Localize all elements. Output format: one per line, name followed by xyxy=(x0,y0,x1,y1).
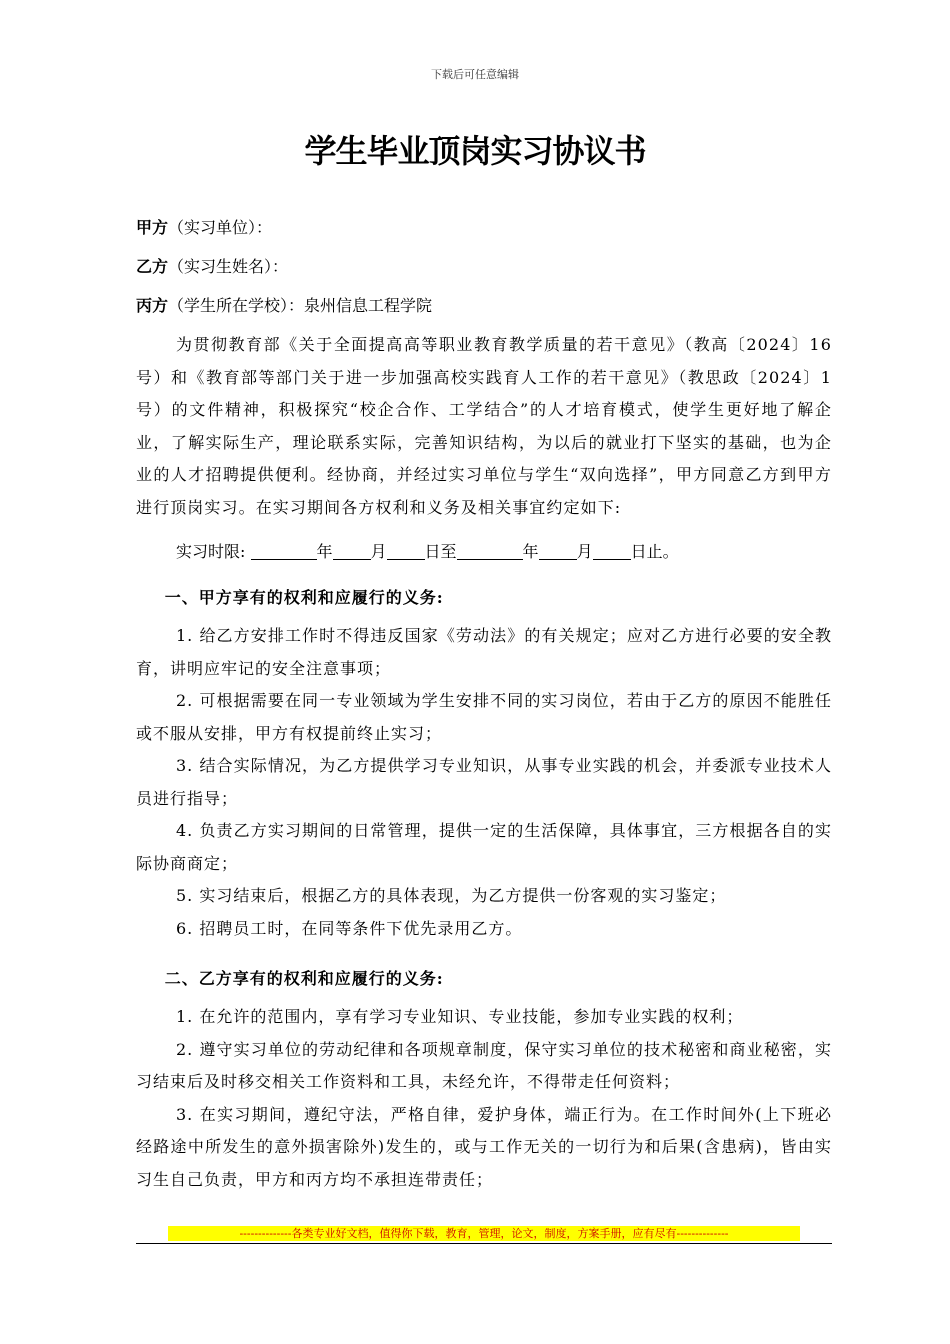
section-2-item-1: 1. 在允许的范围内，享有学习专业知识、专业技能，参加专业实践的权利； xyxy=(176,1007,744,1026)
party-a xyxy=(136,212,832,244)
party-b xyxy=(136,251,832,283)
footer-banner: --------------各类专业好文档，值得你下载，教育，管理，论文，制度，方案手册，应有尽有-------------- xyxy=(168,1226,800,1241)
section-2-item-3: 3. 在实习期间，遵纪守法，严格自律，爱护身体，端正行为。在工作时间外(上下班必经路途中所发生的意外损害除外)发生的，或与工作无关的一切行为和后果(含患病)，皆由实习生自己负责，甲方和丙方均不承担连带责任； xyxy=(136,1104,832,1189)
party-a-label: 甲方 xyxy=(136,218,169,237)
section-1-heading: 一、甲方享有的权利和应履行的义务: xyxy=(164,588,444,607)
party-b-desc: （实习生姓名）： xyxy=(168,257,289,276)
party-c-desc: （学生所在学校）： xyxy=(168,296,305,315)
start-day-blank xyxy=(387,543,425,560)
document-title: 学生毕业顶岗实习协议书 xyxy=(304,132,646,170)
term-label: 实习时限: xyxy=(176,542,246,561)
party-b-label: 乙方 xyxy=(136,257,169,276)
end-year-blank xyxy=(457,543,523,560)
section-1-item-2: 2. 可根据需要在同一专业领域为学生安排不同的实习岗位，若由于乙方的原因不能胜任或不服从安排，甲方有权提前终止实习； xyxy=(136,691,832,743)
term-year2: 年 xyxy=(522,542,539,561)
internship-term xyxy=(136,536,832,568)
term-year1: 年 xyxy=(316,542,333,561)
start-year-blank xyxy=(251,543,317,560)
party-c-label: 丙方 xyxy=(136,296,169,315)
term-month1: 月 xyxy=(370,542,387,561)
section-1-item-4: 4. 负责乙方实习期间的日常管理，提供一定的生活保障，具体事宜，三方根据各自的实际协商商定； xyxy=(136,821,832,873)
footer-divider xyxy=(136,1243,832,1244)
term-day2: 日止。 xyxy=(630,542,679,561)
party-a-desc: （实习单位）： xyxy=(168,218,273,237)
section-2-heading: 二、乙方享有的权利和应履行的义务: xyxy=(164,969,444,988)
section-1-item-6: 6. 招聘员工时，在同等条件下优先录用乙方。 xyxy=(176,918,523,938)
party-c xyxy=(136,290,832,322)
section-1-item-1: 1. 给乙方安排工作时不得违反国家《劳动法》的有关规定；应对乙方进行必要的安全教育，讲明应牢记的安全注意事项； xyxy=(136,626,832,678)
section-1-item-3: 3. 结合实际情况，为乙方提供学习专业知识，从事专业实践的机会，并委派专业技术人员进行指导； xyxy=(136,756,832,808)
party-c-value: 泉州信息工程学院 xyxy=(304,296,433,315)
intro-paragraph: 为贯彻教育部《关于全面提高高等职业教育教学质量的若干意见》（教高〔2024〕16号）和《教育部等部门关于进一步加强高校实践育人工作的若干意见》（教思政〔2024〕1号）的文件精神，积极探究“校企合作、工学结合”的人才培育模式，使学生更好地了解企业，了解实际生产，理论联系实际，完善知识结构，为以后的就业打下坚实的基础，也为企业的人才招聘提供便利。经协商，并经过实习单位与学生“双向选择”，甲方同意乙方到甲方进行顶岗实习。在实习期间各方权利和义务及相关事宜约定如下: xyxy=(136,335,832,517)
end-month-blank xyxy=(539,543,577,560)
section-1-item-5: 5. 实习结束后，根据乙方的具体表现，为乙方提供一份客观的实习鉴定； xyxy=(176,886,727,905)
document-body xyxy=(136,212,832,1196)
term-day1: 日至 xyxy=(424,542,457,561)
end-day-blank xyxy=(593,543,631,560)
term-month2: 月 xyxy=(576,542,593,561)
header-note: 下载后可任意编辑 xyxy=(431,68,519,81)
section-2-item-2: 2. 遵守实习单位的劳动纪律和各项规章制度，保守实习单位的技术秘密和商业秘密，实习结束后及时移交相关工作资料和工具，未经允许，不得带走任何资料； xyxy=(136,1039,832,1091)
start-month-blank xyxy=(333,543,371,560)
